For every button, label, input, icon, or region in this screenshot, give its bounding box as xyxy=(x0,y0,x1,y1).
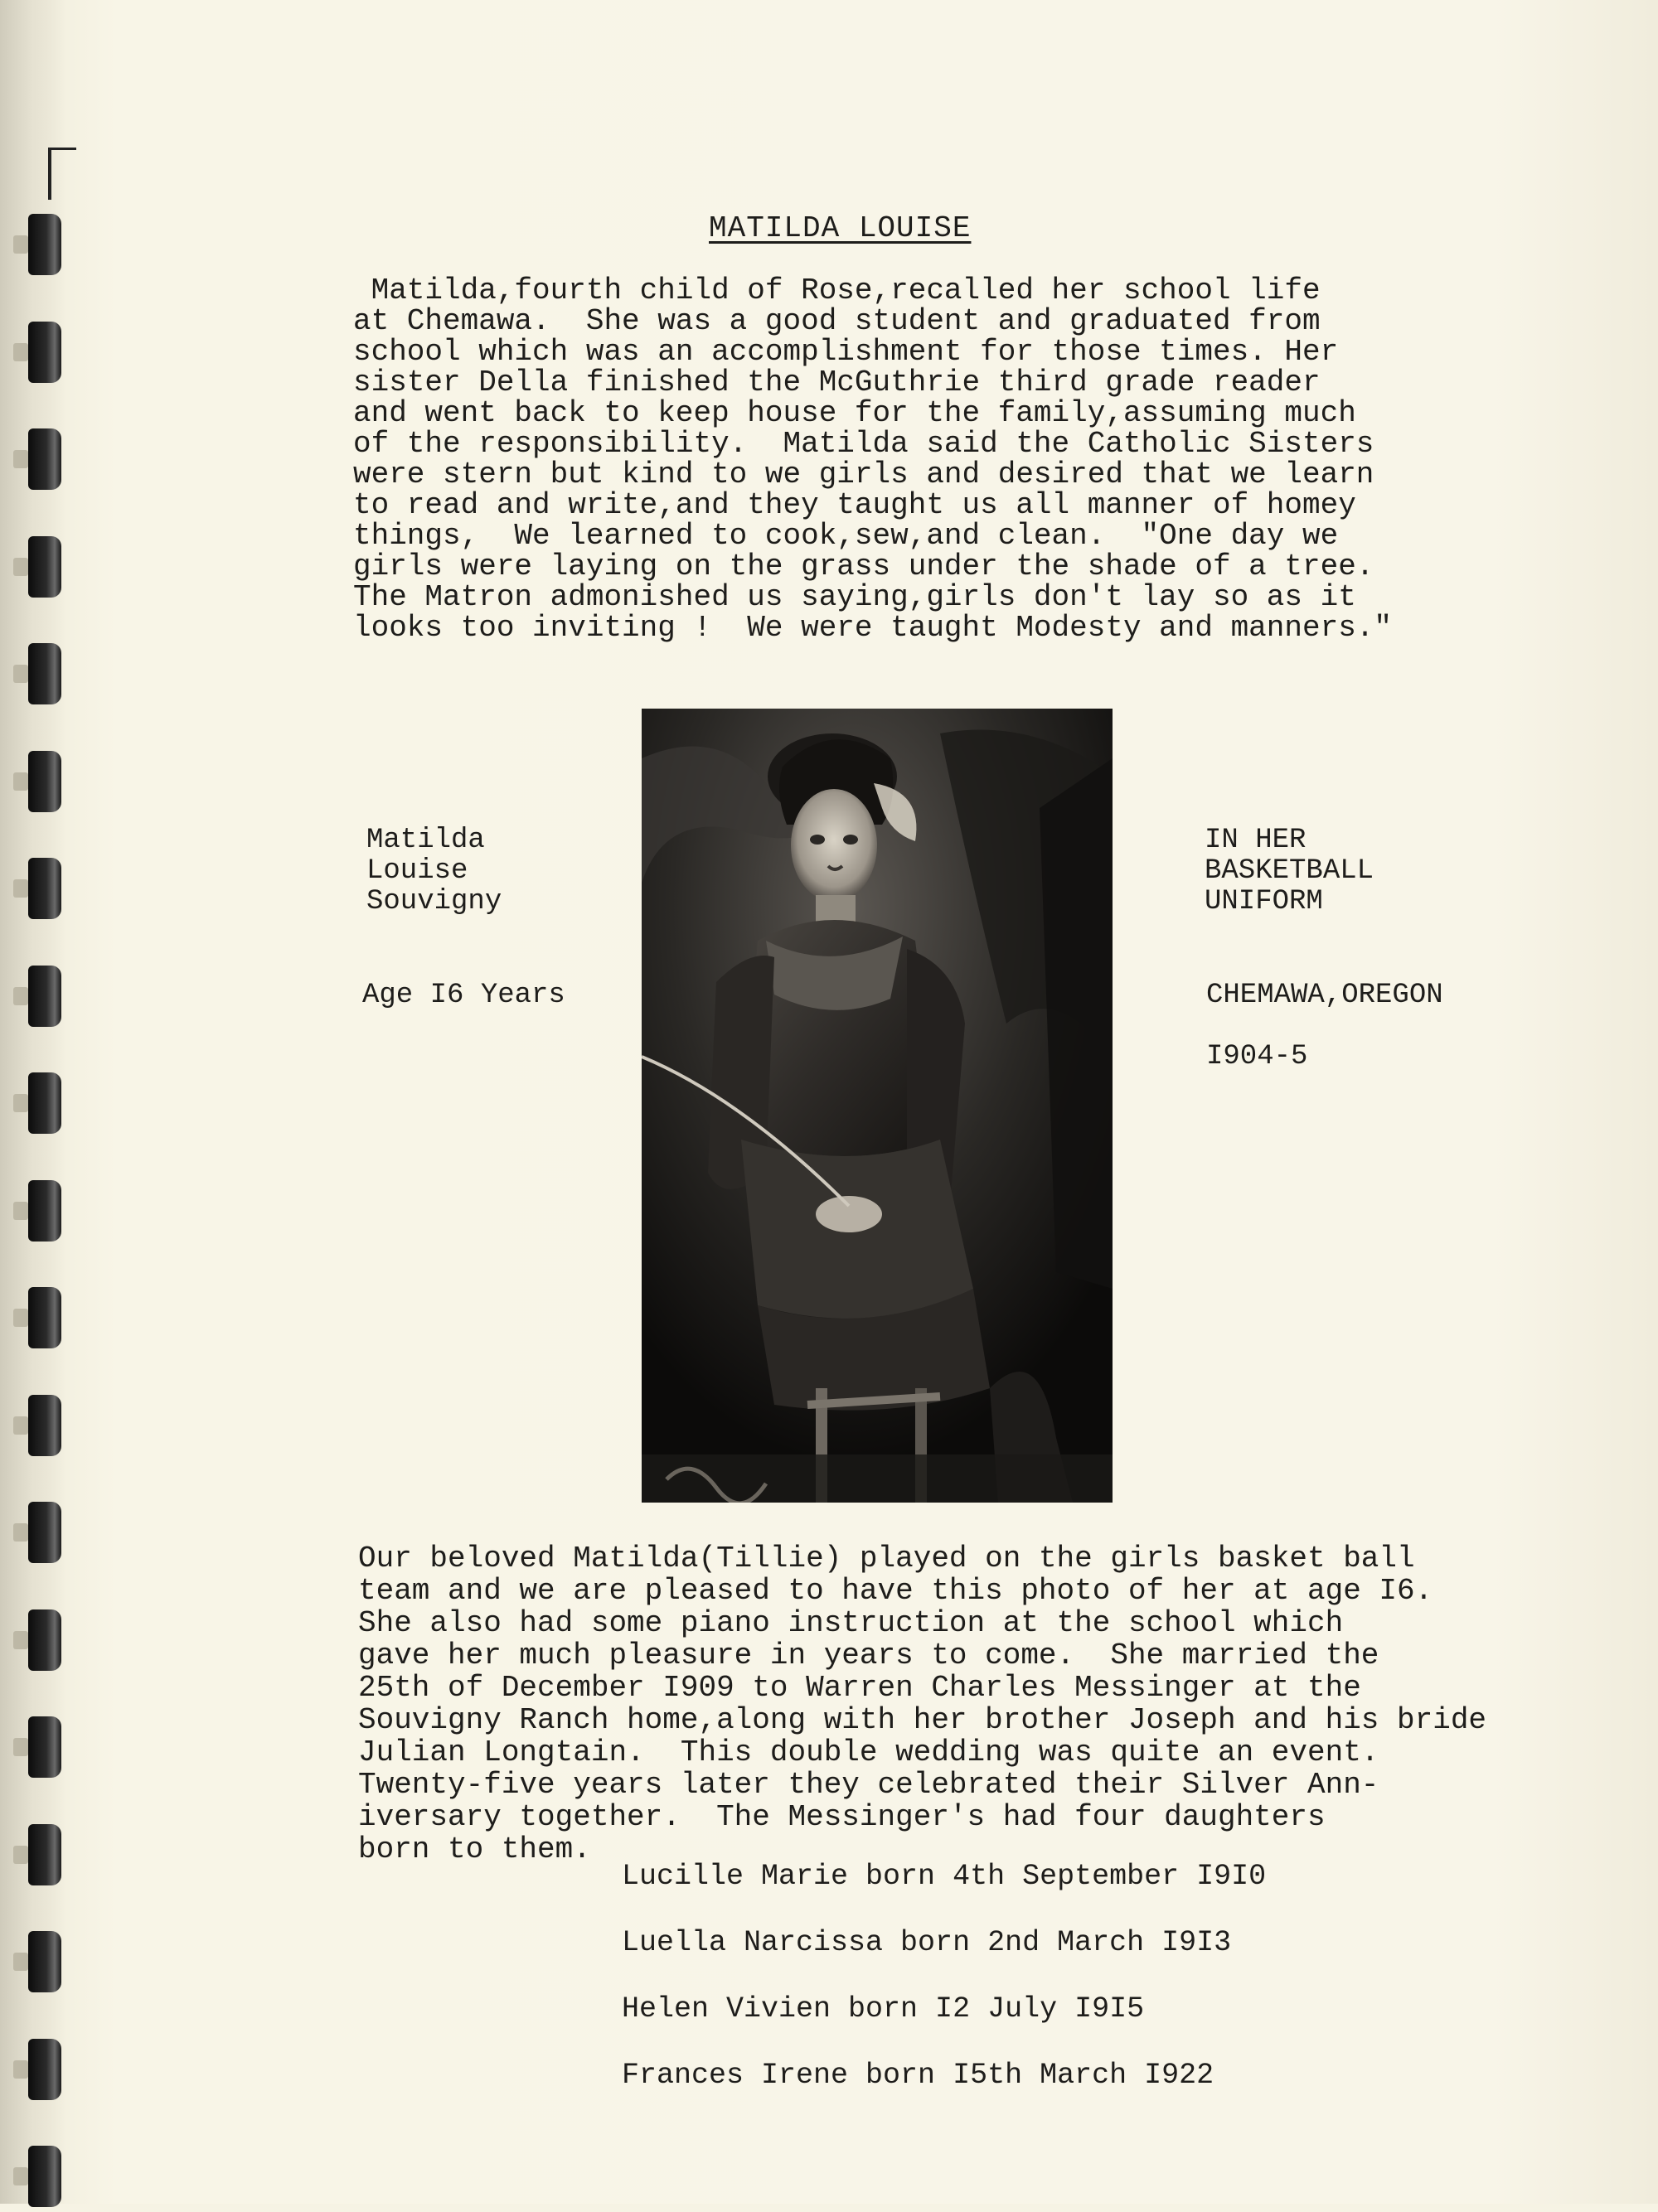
punch-hole xyxy=(13,2060,28,2079)
coil-loop xyxy=(28,536,61,598)
coil-loop xyxy=(28,428,61,490)
coil-loop xyxy=(28,1502,61,1563)
coil-loop xyxy=(28,1072,61,1134)
page-title: MATILDA LOUISE xyxy=(709,211,972,245)
punch-hole xyxy=(13,1846,28,1864)
list-item: Luella Narcissa born 2nd March I9I3 xyxy=(622,1926,1232,1959)
caption-age: Age I6 Years xyxy=(362,980,565,1011)
binding-coil xyxy=(5,428,65,495)
binding-coil xyxy=(5,1180,65,1246)
binding-coil xyxy=(5,322,65,388)
coil-loop xyxy=(28,751,61,812)
punch-hole xyxy=(13,1309,28,1327)
punch-hole xyxy=(13,987,28,1005)
punch-hole xyxy=(13,879,28,898)
binding-coil xyxy=(5,1716,65,1783)
binding-coil xyxy=(5,536,65,603)
caption-year: I904-5 xyxy=(1206,1041,1308,1072)
coil-loop xyxy=(28,2146,61,2207)
binding-coil xyxy=(5,214,65,280)
binding-coil xyxy=(5,2146,65,2212)
coil-loop xyxy=(28,1287,61,1348)
punch-hole xyxy=(13,1631,28,1649)
daughters-list xyxy=(622,1861,1266,2126)
binding-coil xyxy=(5,1072,65,1139)
coil-loop xyxy=(28,322,61,383)
punch-hole xyxy=(13,1523,28,1542)
binding-coil xyxy=(5,966,65,1032)
punch-hole xyxy=(13,450,28,468)
punch-hole xyxy=(13,1416,28,1435)
binding-coil xyxy=(5,1931,65,1997)
intro-paragraph: Matilda,fourth child of Rose,recalled her school life at Chemawa. She was a good student and graduated from school which was an accomplishment for those times. Her sister Della finished the McGuthrie third grade reader and went back to keep house for the family,assuming much of the responsibility. Matilda said the Catholic Sisters were stern but kind to we girls and desired that we learn to read and write,and they taught us all manner of homey things, We learned to cook,sew,and clean. "One day we girls were laying on the grass under the shade of a tree. The Matron admonished us saying,girls don't lay so as it looks too inviting ! We were taught Modesty and manners." xyxy=(353,273,1393,645)
coil-loop xyxy=(28,643,61,704)
binding-coil xyxy=(5,2039,65,2105)
punch-hole xyxy=(13,2167,28,2185)
binding-coil xyxy=(5,1609,65,1676)
coil-loop xyxy=(28,1824,61,1885)
list-item: Helen Vivien born I2 July I9I5 xyxy=(622,1992,1145,2026)
list-item: Frances Irene born I5th March I922 xyxy=(622,2059,1214,2092)
punch-hole xyxy=(13,665,28,683)
binding-coil xyxy=(5,1395,65,1461)
binding-coil xyxy=(5,1824,65,1890)
coil-loop xyxy=(28,858,61,919)
punch-hole xyxy=(13,558,28,576)
binding-coil xyxy=(5,751,65,817)
list-item: Lucille Marie born 4th September I9I0 xyxy=(622,1860,1267,1893)
coil-loop xyxy=(28,1180,61,1242)
coil-loop xyxy=(28,2039,61,2100)
binding-coil xyxy=(5,643,65,709)
binding-coil xyxy=(5,1287,65,1353)
coil-loop xyxy=(28,214,61,275)
portrait-photo xyxy=(642,709,1113,1503)
punch-hole xyxy=(13,1953,28,1971)
punch-hole xyxy=(13,772,28,791)
closing-paragraph: Our beloved Matilda(Tillie) played on the girls basket ball team and we are pleased to have this photo of her at age I6. She also had some piano instruction at the school which gave her much pleasure in years to come. She married the 25th of December I909 to Warren Charles Messinger at the Souvigny Ranch home,along with her brother Joseph and his bride Julian Longtain. This double wedding was quite an event. Twenty-five years later they celebrated their Silver Ann- iversary together. The Messinger's had four daughters born to them. xyxy=(358,1542,1487,1866)
caption-place: CHEMAWA,OREGON xyxy=(1206,980,1443,1011)
coil-loop xyxy=(28,966,61,1027)
punch-hole xyxy=(13,1738,28,1756)
coil-loop xyxy=(28,1609,61,1671)
punch-hole xyxy=(13,1094,28,1112)
coil-loop xyxy=(28,1931,61,1992)
punch-hole xyxy=(13,343,28,361)
coil-loop xyxy=(28,1395,61,1456)
coil-loop xyxy=(28,1716,61,1778)
caption-name: Matilda Louise Souvigny xyxy=(366,825,502,917)
page-edge-tab xyxy=(48,148,76,200)
binding-coil xyxy=(5,1502,65,1568)
punch-hole xyxy=(13,1202,28,1220)
caption-uniform: IN HER BASKETBALL UNIFORM xyxy=(1205,825,1374,917)
binding-coil xyxy=(5,858,65,924)
punch-hole xyxy=(13,235,28,254)
